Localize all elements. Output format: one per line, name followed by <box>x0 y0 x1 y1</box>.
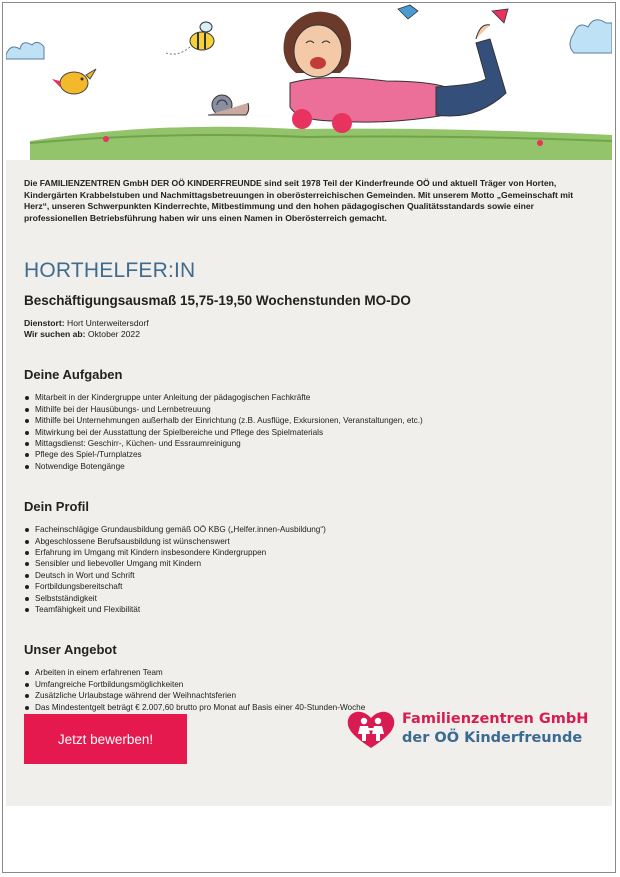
job-meta <box>24 318 594 340</box>
section-heading-angebot: Unser Angebot <box>24 642 117 658</box>
list-item: Mitarbeit in der Kindergruppe unter Anleitung der pädagogischen Fachkräfte <box>24 392 594 403</box>
location-value: Hort Unterweitersdorf <box>66 318 149 329</box>
job-title: HORTHELFER:IN <box>24 259 196 283</box>
company-logo <box>346 706 596 756</box>
list-item: Sensibler und liebevoller Umgang mit Kindern <box>24 558 594 569</box>
intro-text: Die FAMILIENZENTREN GmbH DER OÖ KINDERFREUNDE sind seit 1978 Teil der Kinderfreunde OÖ und aktuell Träger von Horten, Kindergärten Krabbelstuben und Nachmittagsbetreuungen in oberösterreichischen Gemeinden. Mit unserem Motto „Gemeinschaft mit Herz“, unseren Schwerpunkten Kinderrechte, Mitbestimmung und den hohen pädagogischen Qualitätsstandards sowie einer professionellen Betriebsführung haben wir uns einen Namen in Oberösterreich gemacht. <box>24 178 574 223</box>
cloud-right-icon <box>570 20 612 53</box>
cloud-left-icon <box>6 42 44 59</box>
list-item: Umfangreiche Fortbildungsmöglichkeiten <box>24 679 594 690</box>
list-item: Pflege des Spiel-/Turnplatzes <box>24 449 594 460</box>
list-item: Notwendige Botengänge <box>24 461 594 472</box>
bird-icon <box>52 69 96 94</box>
list-item: Fortbildungsbereitschaft <box>24 581 594 592</box>
snail-icon <box>208 95 249 115</box>
logo-text <box>402 710 588 748</box>
list-item: Abgeschlossene Berufsausbildung ist wünschenswert <box>24 536 594 547</box>
location-label: Dienstort: <box>24 318 65 329</box>
heart-children-icon <box>346 708 396 750</box>
location-row <box>24 318 594 329</box>
job-subtitle: Beschäftigungsausmaß 15,75-19,50 Wochenstunden MO-DO <box>24 293 411 309</box>
list-item: Erfahrung im Umgang mit Kindern insbesondere Kindergruppen <box>24 547 594 558</box>
list-item: Mithilfe bei der Hausübungs- und Lernbetreuung <box>24 404 594 415</box>
start-label: Wir suchen ab: <box>24 329 86 340</box>
list-item: Mitwirkung bei der Ausstattung der Spielbereiche und Pflege des Spielmaterials <box>24 427 594 438</box>
job-posting <box>24 178 594 713</box>
list-item: Teamfähigkeit und Flexibilität <box>24 604 594 615</box>
list-item: Mithilfe bei Unternehmungen außerhalb der Einrichtung (z.B. Ausflüge, Exkursionen, Veranstaltungen, etc.) <box>24 415 594 426</box>
start-row <box>24 329 594 340</box>
profile-list <box>24 524 594 615</box>
logo-line-2: der OÖ Kinderfreunde <box>402 730 583 746</box>
section-heading-profil: Dein Profil <box>24 499 90 515</box>
list-item: Deutsch in Wort und Schrift <box>24 570 594 581</box>
list-item: Arbeiten in einem erfahrenen Team <box>24 667 594 678</box>
list-item: Facheinschlägige Grundausbildung gemäß OÖ KBG („Helfer.innen-Ausbildung“) <box>24 524 594 535</box>
list-item: Das Mindestentgelt beträgt € 2.007,60 brutto pro Monat auf Basis einer 40-Stunden-Woche <box>24 702 594 713</box>
list-item: Selbstständigkeit <box>24 593 594 604</box>
list-item: Mittagsdienst: Geschirr-, Küchen- und Essraumreinigung <box>24 438 594 449</box>
bee-icon <box>166 22 214 54</box>
hero-illustration <box>6 3 612 163</box>
logo-line-1: Familienzentren GmbH <box>402 711 589 727</box>
grass-icon <box>30 127 612 163</box>
tasks-list <box>24 392 594 472</box>
section-heading-aufgaben: Deine Aufgaben <box>24 367 123 383</box>
girl-illustration-icon <box>284 12 506 133</box>
butterfly-icon <box>398 5 508 23</box>
start-value: Oktober 2022 <box>87 329 140 340</box>
apply-button[interactable]: Jetzt bewerben! <box>24 714 187 764</box>
list-item: Zusätzliche Urlaubstage während der Weihnachtsferien <box>24 690 594 701</box>
